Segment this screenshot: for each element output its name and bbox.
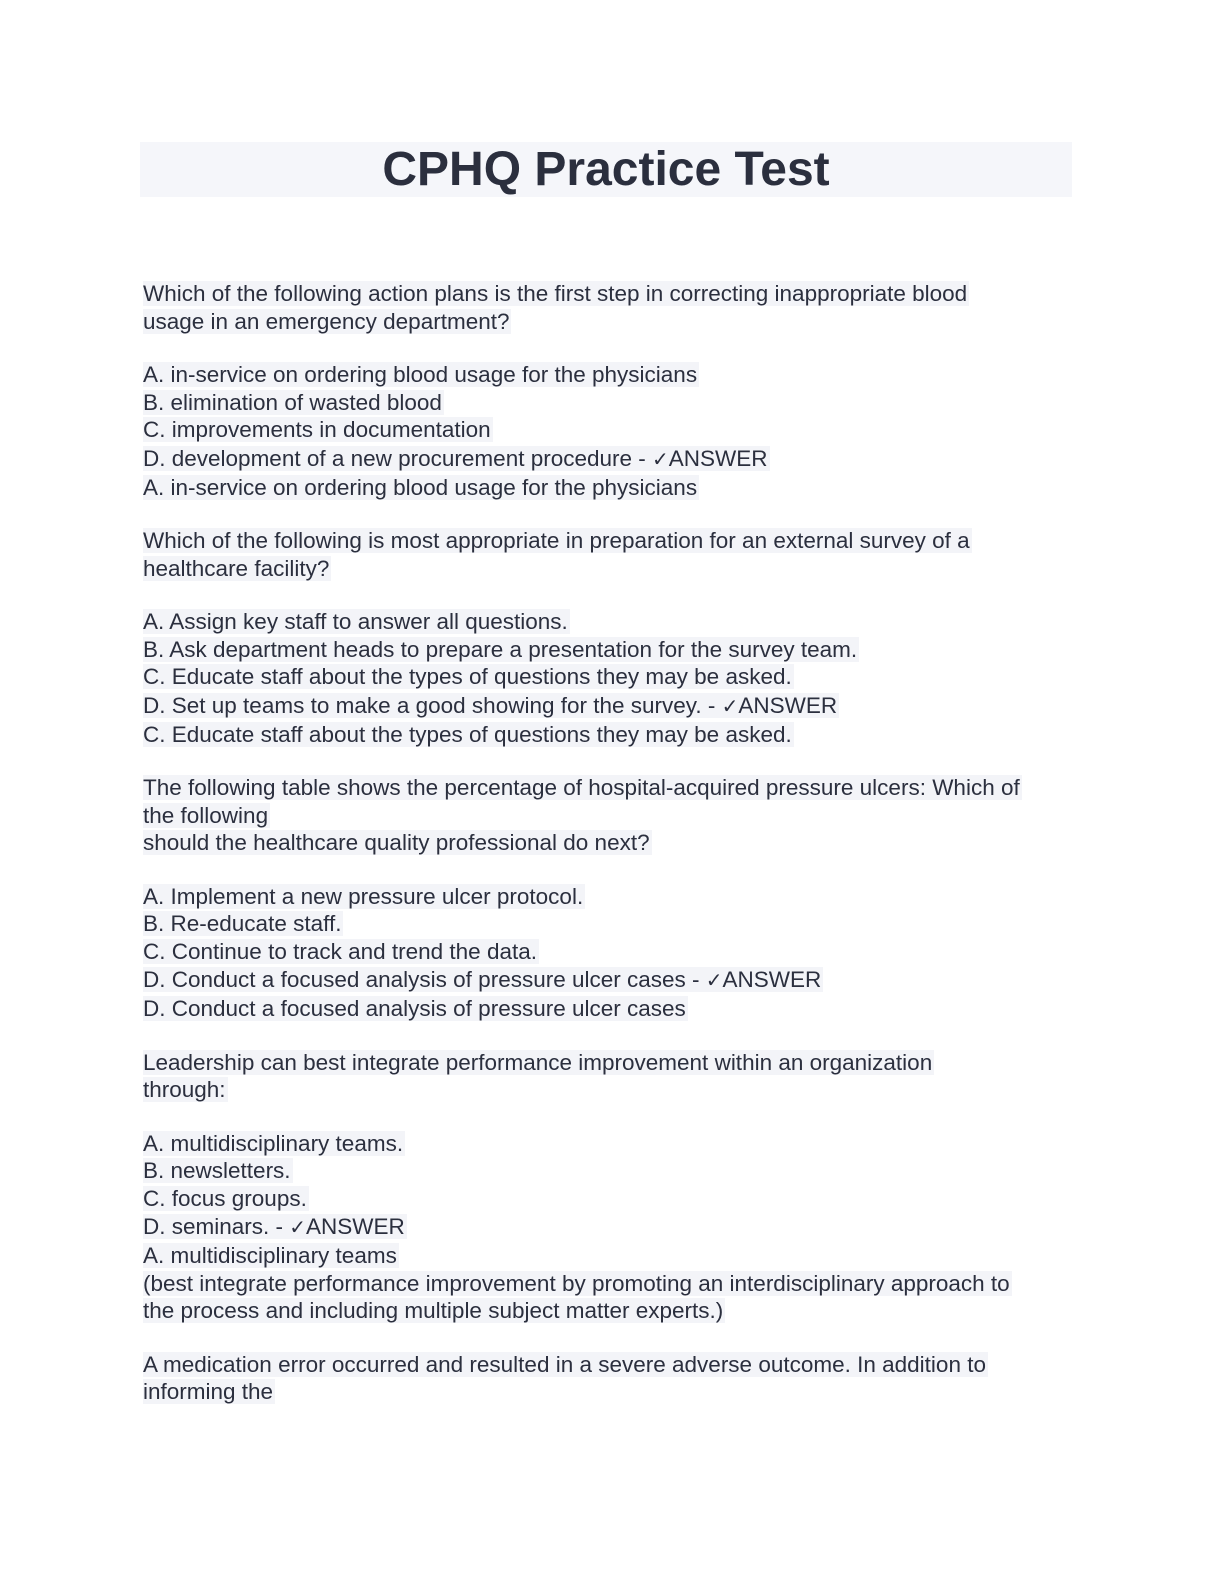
question-1-options: [143, 361, 1083, 501]
question-line: Which of the following is most appropriate in preparation for an external survey of a: [143, 528, 970, 553]
question-4-text: [143, 1049, 1083, 1104]
check-mark-icon: ✓: [705, 968, 723, 992]
option-d-text: D. Conduct a focused analysis of pressure ulcer cases -: [143, 967, 706, 992]
question-line: the following: [143, 802, 269, 828]
question-2-text: [143, 527, 1083, 582]
answer-line: A. in-service on ordering blood usage for the physicians: [143, 474, 698, 500]
question-line: usage in an emergency department?: [143, 308, 510, 334]
question-4-options: [143, 1130, 1083, 1325]
option-d-text: D. seminars. -: [143, 1214, 290, 1239]
answer-tag: ANSWER: [668, 445, 768, 471]
document-body: [143, 280, 1083, 1432]
answer-explanation-line: (best integrate performance improvement by promoting an interdisciplinary approach to: [143, 1270, 1010, 1296]
option-d: [143, 446, 770, 471]
question-1-text: [143, 280, 1083, 335]
question-line: healthcare facility?: [143, 555, 330, 581]
option-b: B. newsletters.: [143, 1158, 291, 1183]
option-b: B. elimination of wasted blood: [143, 389, 442, 415]
question-line: through:: [143, 1077, 226, 1102]
option-d-text: D. Set up teams to make a good showing for the survey. -: [143, 692, 722, 718]
answer-tag: ANSWER: [722, 967, 822, 992]
title-bar: [140, 142, 1072, 197]
question-line: informing the: [143, 1379, 274, 1404]
question-line: Which of the following action plans is the first step in correcting inappropriate blood: [143, 281, 968, 306]
option-c: C. improvements in documentation: [143, 417, 491, 442]
option-c: C. focus groups.: [143, 1185, 307, 1211]
check-mark-icon: ✓: [289, 1215, 307, 1239]
answer-tag: ANSWER: [738, 692, 838, 718]
question-2-options: [143, 608, 1083, 748]
question-3-text: [143, 774, 1083, 857]
check-mark-icon: ✓: [652, 446, 669, 471]
check-mark-icon: ✓: [721, 693, 739, 718]
answer-explanation-line: the process and including multiple subject matter experts.): [143, 1298, 724, 1323]
option-d: [143, 693, 839, 718]
question-line: A medication error occurred and resulted in a severe adverse outcome. In addition to: [143, 1351, 986, 1377]
option-b: B. Re-educate staff.: [143, 911, 342, 936]
question-3-options: [143, 883, 1083, 1023]
option-d: [143, 967, 823, 992]
answer-line: A. multidisciplinary teams: [143, 1243, 397, 1268]
answer-line: C. Educate staff about the types of questions they may be asked.: [143, 721, 792, 747]
question-line: Leadership can best integrate performance improvement within an organization: [143, 1049, 933, 1075]
option-d: [143, 1214, 407, 1239]
option-c: C. Educate staff about the types of questions they may be asked.: [143, 664, 792, 689]
option-d-text: D. development of a new procurement procedure -: [143, 445, 653, 471]
option-a: A. Implement a new pressure ulcer protocol.: [143, 883, 584, 909]
question-line: The following table shows the percentage of hospital-acquired pressure ulcers: Which of: [143, 775, 1020, 800]
option-a: A. in-service on ordering blood usage for the physicians: [143, 362, 698, 387]
option-a: A. Assign key staff to answer all questions.: [143, 609, 568, 634]
answer-tag: ANSWER: [306, 1214, 405, 1239]
option-b: B. Ask department heads to prepare a presentation for the survey team.: [143, 636, 858, 662]
option-a: A. multidisciplinary teams.: [143, 1130, 404, 1156]
page-title: CPHQ Practice Test: [382, 143, 830, 196]
question-line: should the healthcare quality professional do next?: [143, 830, 650, 855]
answer-line: D. Conduct a focused analysis of pressure ulcer cases: [143, 996, 686, 1021]
question-5-text: [143, 1351, 1083, 1406]
option-c: C. Continue to track and trend the data.: [143, 938, 537, 964]
